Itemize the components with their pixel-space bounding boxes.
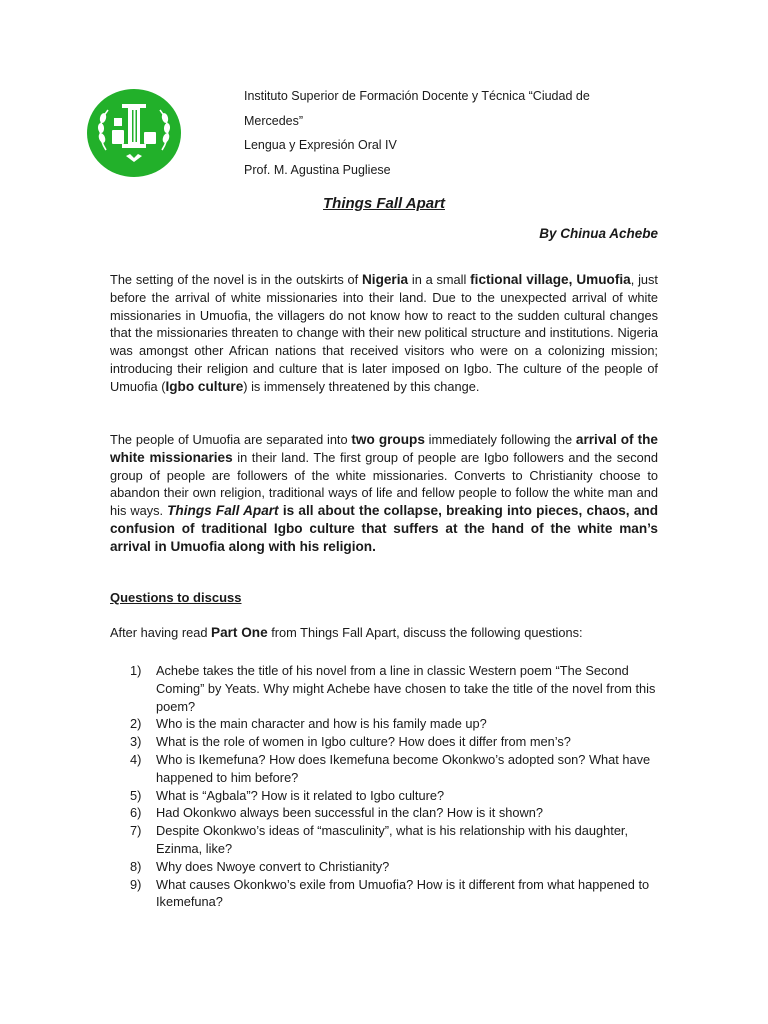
list-item: 3) What is the role of women in Igbo culture? How does it differ from men’s? (130, 734, 571, 750)
list-item: 9) What causes Okonkwo’s exile from Umuofia? How is it different from what happened to Ikemefuna? (130, 876, 650, 910)
institute-seal-icon (86, 88, 182, 178)
questions-heading: Questions to discuss (110, 590, 242, 605)
list-item: 6) Had Okonkwo always been successful in the clan? How is it shown? (130, 805, 543, 821)
document-title: Things Fall Apart (323, 195, 445, 212)
paragraph-setting: The setting of the novel is in the outskirts of Nigeria in a small fictional village, Umuofia, just before the arrival of white missionaries into their land. Due to the unexpected arrival of white missionaries in Umuofia, the villagers do not know how to react to the sudden cultural changes that the missionaries threaten to change with their new political structure and institutions. Nigeria was amongst other African nations that received visitors who were on a colonizing mission; introducing their religion and culture that is later imposed on Igbo. The culture of the people of Umuofia (Igbo culture) is immensely threatened by this change. (110, 272, 658, 394)
list-item: 1) Achebe takes the title of his novel from a line in classic Western poem “The Second Coming” by Yeats. Why might Achebe have chosen to take the title of the novel from this poem? (130, 663, 656, 714)
list-item: 8) Why does Nwoye convert to Christianity? (130, 858, 390, 874)
author-line: By Chinua Achebe (539, 226, 658, 241)
list-item: 7) Despite Okonkwo’s ideas of “masculinity”, what is his relationship with his daughter, Ezinma, like? (130, 823, 629, 856)
institution-header (244, 84, 664, 182)
institution-name: Instituto Superior de Formación Docente y Técnica “Ciudad de (244, 89, 590, 103)
list-item: 4) Who is Ikemefuna? How does Ikemefuna become Okonkwo’s adopted son? What have happened to him before? (130, 751, 651, 785)
professor-name: Prof. M. Agustina Pugliese (244, 162, 391, 177)
list-item: 2) Who is the main character and how is his family made up? (130, 716, 487, 732)
course-name: Lengua y Expresión Oral IV (244, 138, 397, 152)
questions-intro: After having read Part One from Things Fall Apart, discuss the following questions: (110, 625, 583, 640)
list-item: 5) What is “Agbala”? How is it related to Igbo culture? (130, 787, 445, 803)
paragraph-groups: The people of Umuofia are separated into two groups immediately following the arrival of the white missionaries in their land. The first group of people are Igbo followers and the second group of people are followers of the white missionaries. Converts to Christianity choose to abandon their own religion, traditional ways of life and fellow people to follow the white man and his ways. Things Fall Apart is all about the collapse, breaking into pieces, chaos, and confusion of traditional Igbo culture that suffers at the hand of the white man’s arrival in Umuofia along with his religion. (110, 432, 658, 554)
questions-list (130, 662, 660, 911)
institution-city: Mercedes” (244, 113, 304, 128)
